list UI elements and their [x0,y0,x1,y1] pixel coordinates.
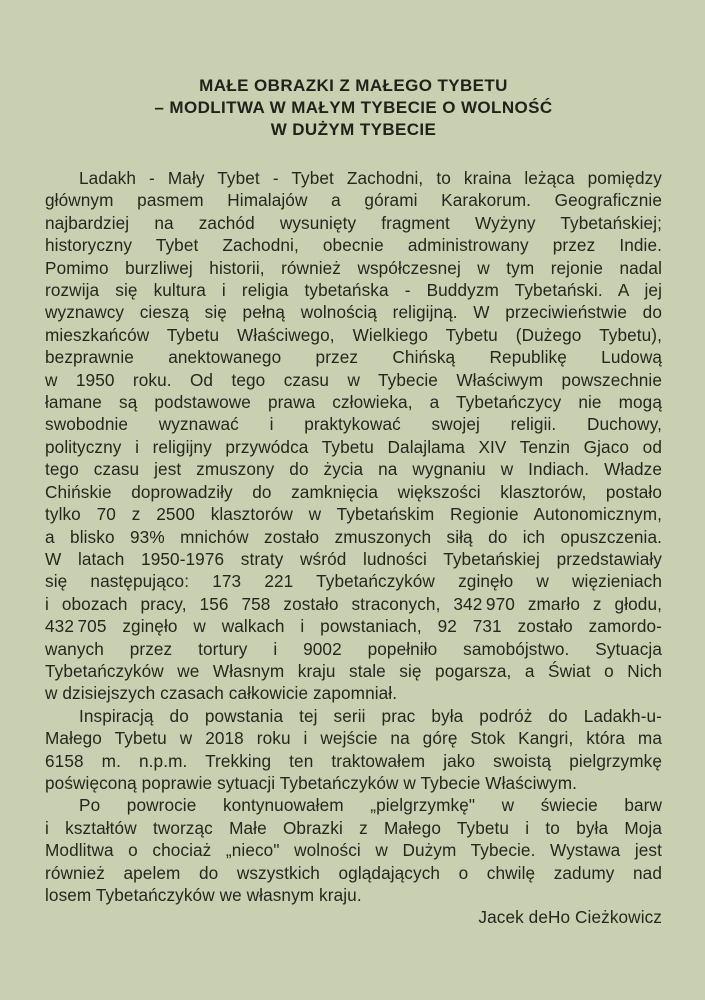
text-line: i kształtów tworząc Małe Obrazki z Małego Tybetu i to była Moja [45,817,662,838]
text-line: również apelem do wszystkich oglądających o chwilę zadumy nad [45,862,662,883]
text-line: się następująco: 173 221 Tybetańczyków zginęło w więzieniach [45,571,662,592]
text-line: Inspiracją do powstania tej serii prac była podróż do Ladakh-u- [79,705,662,726]
text-line: w 1950 roku. Od tego czasu w Tybecie Właściwym powszechnie [45,369,662,390]
text-line: wyznawcy cieszą się pełną wolnością religijną. W przeciwieństwie do [45,302,662,323]
text-line: głównym pasmem Himalajów a górami Karakorum. Geograficznie [45,190,662,211]
text-line: polityczny i religijny przywódca Tybetu Dalajlama XIV Tenzin Gjaco od [45,436,662,457]
text-line: łamane są podstawowe prawa człowieka, a Tybetańczycy nie mogą [45,392,662,413]
text-line: historyczny Tybet Zachodni, obecnie administrowany przez Indie. [45,235,662,256]
text-line: tego czasu jest zmuszony do życia na wygnaniu w Indiach. Władze [45,459,662,480]
text-line: Tybetańczyków we Własnym kraju stale się pogarsza, a Świat o Nich [45,660,662,681]
text-line: 432 705 zginęło w walkach i powstaniach, 92 731 zostało zamordo- [45,616,662,637]
title-line-3: W DUŻYM TYBECIE [270,120,437,139]
document-title [45,75,662,141]
text-line: najbardziej na zachód wysunięty fragment Wyżyny Tybetańskiej; [45,212,662,233]
text-line: mieszkańców Tybetu Właściwego, Wielkiego Tybetu (Dużego Tybetu), [45,324,662,345]
text-line: W latach 1950-1976 straty wśród ludności Tybetańskiej przedstawiały [45,548,662,569]
text-line: poświęconą poprawie sytuacji Tybetańczyków w Tybecie Właściwym. [45,772,578,793]
text-line: losem Tybetańczyków we własnym kraju. [45,885,362,905]
title-line-1: MAŁE OBRAZKI Z MAŁEGO TYBETU [199,76,508,95]
signature: Jacek deHo Cieżkowicz [478,907,662,928]
text-line: 6158 m. n.p.m. Trekking ten traktowałem jako swoistą pielgrzymkę [45,750,662,771]
text-line: Chińskie doprowadziły do zamknięcia większości klasztorów, postało [45,481,662,502]
text-line: swobodnie wyznawać i praktykować swojej religii. Duchowy, [45,414,662,435]
text-line: bezprawnie anektowanego przez Chińską Republikę Ludową [45,347,662,368]
text-line: Ladakh - Mały Tybet - Tybet Zachodni, to kraina leżąca pomiędzy [79,168,662,188]
text-line: Modlitwa o chociaż „nieco" wolności w Dużym Tybecie. Wystawa jest [45,840,662,861]
text-line: Małego Tybetu w 2018 roku i wejście na górę Stok Kangri, która ma [45,728,662,749]
title-line-2: – MODLITWA W MAŁYM TYBECIE O WOLNOŚĆ [154,98,553,117]
text-line: Po powrocie kontynuowałem „pielgrzymkę" w świecie barw [79,795,662,816]
text-line: i obozach pracy, 156 758 zostało straconych, 342 970 zmarło z głodu, [45,593,662,614]
text-line: rozwija się kultura i religia tybetańska - Buddyzm Tybetański. A jej [45,280,662,301]
text-line: tylko 70 z 2500 klasztorów w Tybetańskim Regionie Autonomicznym, [45,504,662,525]
document-body [45,167,662,906]
text-line: a blisko 93% mnichów zostało zmuszonych siłą do ich opuszczenia. [45,526,662,547]
text-line: Pomimo burzliwej historii, również współczesnej w tym rejonie nadal [45,257,662,278]
text-line: w dzisiejszych czasach całkowicie zapomniał. [45,683,398,704]
text-line: wanych przez tortury i 9002 popełniło samobójstwo. Sytuacja [45,638,662,659]
